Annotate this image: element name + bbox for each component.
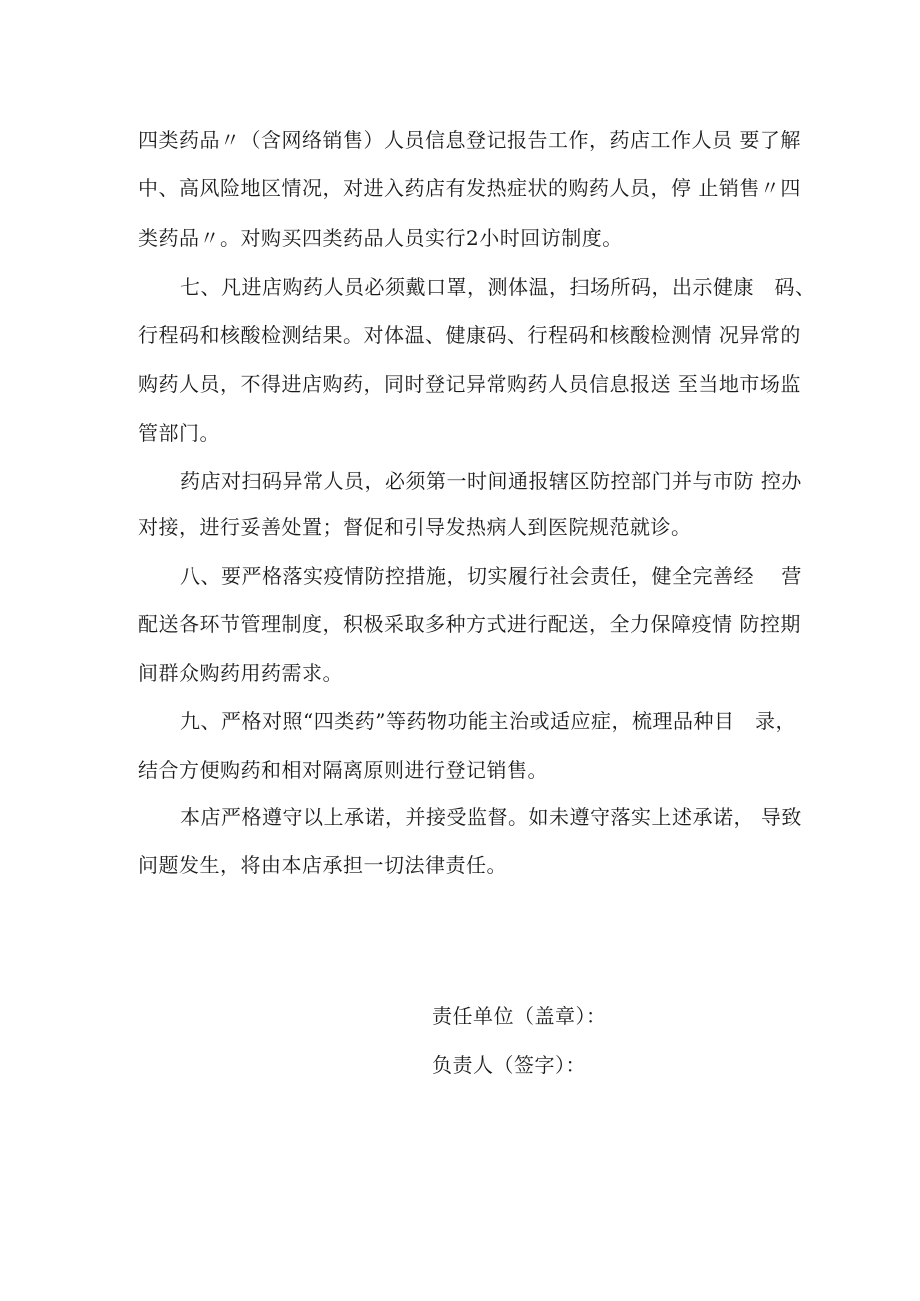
- paragraph-line: 对接，进行妥善处置；督促和引导发热病人到医院规范就诊。: [138, 515, 692, 539]
- paragraph-line: 购药人员，不得进店购药，同时登记异常购药人员信息报送 至当地市场监: [138, 372, 801, 396]
- paragraph-line: 间群众购药用药需求。: [138, 661, 343, 685]
- paragraph-line: 七、凡进店购药人员必须戴口罩，测体温，扫场所码，出示健康 码、: [180, 275, 816, 299]
- responsible-unit-seal-label: 责任单位（盖章）：: [432, 1004, 607, 1028]
- paragraph-line: 行程码和核酸检测结果。对体温、健康码、行程码和核酸检测情 况异常的: [138, 323, 801, 347]
- paragraph-line: 药店对扫码异常人员，必须第一时间通报辖区防控部门并与市防 控办: [180, 469, 802, 493]
- paragraph-line: 八、要严格落实疫情防控措施，切实履行社会责任，健全完善经 营: [180, 564, 802, 588]
- paragraph-line: 九、严格对照“四类药”等药物功能主治或适应症，梳理品种目 录，: [180, 709, 796, 733]
- paragraph-line: 结合方便购药和相对隔离原则进行登记销售。: [138, 758, 548, 782]
- paragraph-line: 管部门。: [138, 421, 220, 445]
- responsible-person-signature-label: 负责人（签字）：: [432, 1053, 586, 1077]
- paragraph-line: 配送各环节管理制度，积极采取多种方式进行配送，全力保障疫情 防控期: [138, 612, 801, 636]
- paragraph-line: 四类药品〃（含网络销售）人员信息登记报告工作，药店工作人员 要了解: [138, 128, 801, 152]
- paragraph-line: 本店严格遵守以上承诺，并接受监督。如未遵守落实上述承诺， 导致: [180, 805, 802, 829]
- paragraph-line: 类药品〃。对购买四类药品人员实行2小时回访制度。: [138, 226, 623, 250]
- paragraph-line: 问题发生，将由本店承担一切法律责任。: [138, 853, 507, 877]
- paragraph-line: 中、高风险地区情况，对进入药店有发热症状的购药人员，停 止销售〃四: [138, 176, 801, 200]
